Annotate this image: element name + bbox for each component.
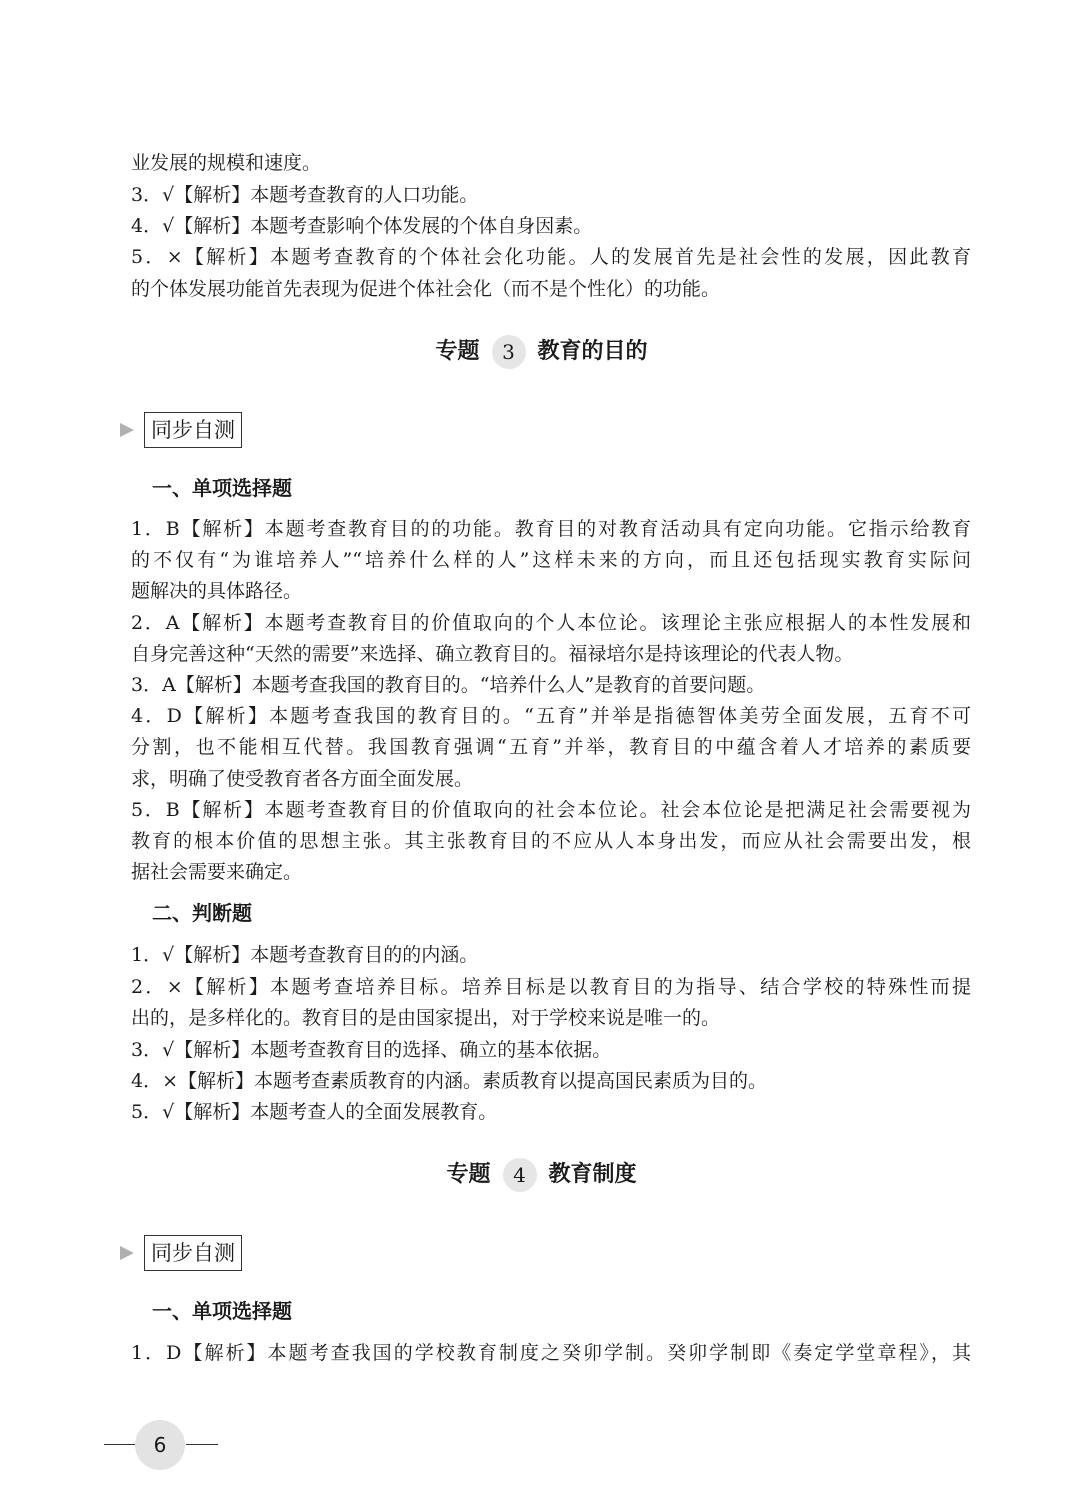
text-line: 求，明确了使受教育者各方面全面发展。 xyxy=(131,768,474,790)
topic-prefix: 专题 xyxy=(446,1162,491,1187)
play-arrow-icon xyxy=(120,1246,134,1260)
text-line: 1．B【解析】本题考查教育目的的功能。教育目的对教育活动具有定向功能。它指示给教育 xyxy=(131,518,971,540)
text-line: 的个体发展功能首先表现为促进个体社会化（而不是个性化）的功能。 xyxy=(131,278,721,300)
text-line: 教育的根本价值的思想主张。其主张教育目的不应从人本身出发，而应从社会需要出发，根 xyxy=(131,830,971,852)
topic-number-badge: 4 xyxy=(503,1158,537,1192)
self-test-label: 同步自测 xyxy=(144,1235,242,1271)
topic-title: 教育制度 xyxy=(548,1162,637,1187)
text-line: 1．√【解析】本题考查教育目的的内涵。 xyxy=(131,944,479,966)
text-line: 3．√【解析】本题考查教育目的选择、确立的基本依据。 xyxy=(131,1039,612,1061)
topic-4-title xyxy=(0,1158,1083,1192)
text-line: 3．√【解析】本题考查教育的人口功能。 xyxy=(131,184,479,206)
text-line: 1．D【解析】本题考查我国的学校教育制度之癸卯学制。癸卯学制即《奏定学堂章程》，其 xyxy=(131,1342,971,1364)
text-line: 4．D【解析】本题考查我国的教育目的。“五育”并举是指德智体美劳全面发展，五育不可 xyxy=(131,705,971,727)
section-heading-single-choice: 一、单项选择题 xyxy=(152,1299,292,1323)
text-line: 自身完善这种“天然的需要”来选择、确立教育目的。福禄培尔是持该理论的代表人物。 xyxy=(131,643,854,665)
text-line: 3．A【解析】本题考查我国的教育目的。“培养什么人”是教育的首要问题。 xyxy=(131,674,766,696)
section-heading-judgement: 二、判断题 xyxy=(152,901,252,925)
text-line: 4．√【解析】本题考查影响个体发展的个体自身因素。 xyxy=(131,215,593,237)
topic-prefix: 专题 xyxy=(435,339,480,364)
text-line: 题解决的具体路径。 xyxy=(131,580,303,602)
topic-number-badge: 3 xyxy=(492,335,526,369)
topic-title: 教育的目的 xyxy=(537,339,648,364)
text-line: 2．A【解析】本题考查教育目的价值取向的个人本位论。该理论主张应根据人的本性发展和 xyxy=(131,612,971,634)
page-number: 6 xyxy=(135,1420,185,1470)
section-heading-single-choice: 一、单项选择题 xyxy=(152,476,292,500)
text-line: 分割，也不能相互代替。我国教育强调“五育”并举，教育目的中蕴含着人才培养的素质要 xyxy=(131,736,971,758)
text-line: 5．B【解析】本题考查教育目的价值取向的社会本位论。社会本位论是把满足社会需要视为 xyxy=(131,799,971,821)
text-line: 5．√【解析】本题考查人的全面发展教育。 xyxy=(131,1101,498,1123)
footer-rule-left xyxy=(104,1444,136,1445)
self-test-label-block xyxy=(120,412,242,448)
text-line: 4．×【解析】本题考查素质教育的内涵。素质教育以提高国民素质为目的。 xyxy=(131,1070,768,1092)
text-line: 2．×【解析】本题考查培养目标。培养目标是以教育目的为指导、结合学校的特殊性而提 xyxy=(131,976,971,998)
text-line: 的不仅有“为谁培养人”“培养什么样的人”这样未来的方向，而且还包括现实教育实际问 xyxy=(131,549,971,571)
text-line: 5．×【解析】本题考查教育的个体社会化功能。人的发展首先是社会性的发展，因此教育 xyxy=(131,246,971,268)
text-line: 业发展的规模和速度。 xyxy=(131,152,322,174)
text-line: 出的，是多样化的。教育目的是由国家提出，对于学校来说是唯一的。 xyxy=(131,1007,721,1029)
footer-rule-right xyxy=(186,1444,218,1445)
topic-3-title xyxy=(0,335,1083,369)
play-arrow-icon xyxy=(120,423,134,437)
text-line: 据社会需要来确定。 xyxy=(131,861,303,883)
self-test-label: 同步自测 xyxy=(144,412,242,448)
self-test-label-block xyxy=(120,1235,242,1271)
